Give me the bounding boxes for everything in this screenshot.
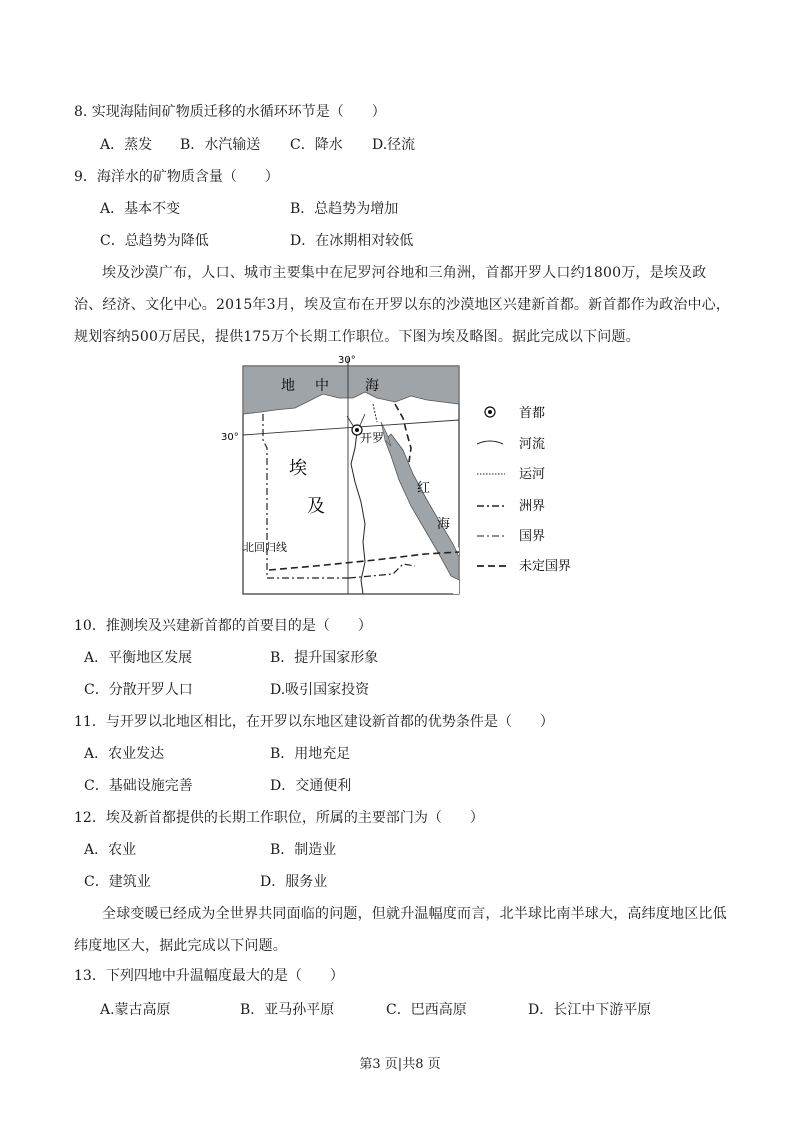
country-label-1: 埃 — [289, 458, 307, 479]
passage-warming: 全球变暖已经成为全世界共同面临的问题，但就升温幅度而言，北半球比南半球大，高纬度地区比低纬度地区大，据此完成以下问题。 — [74, 906, 727, 954]
legend-river-label: 河流 — [519, 437, 546, 452]
question-9-option-a: A．基本不变 — [100, 201, 181, 217]
tropic-label: 北回归线 — [243, 541, 287, 554]
question-13-option-b: B．亚马孙平原 — [240, 1002, 335, 1018]
question-11-option-d: D．交通便利 — [270, 778, 352, 794]
question-11-option-c: C．基础设施完善 — [84, 778, 193, 794]
question-13-option-c: C．巴西高原 — [386, 1002, 467, 1018]
question-13-option-d: D．长江中下游平原 — [528, 1002, 652, 1018]
question-8-option-c: C．降水 — [290, 137, 343, 153]
question-8-option-b: B．水汽输送 — [180, 137, 261, 153]
question-12-option-d: D．服务业 — [260, 874, 328, 890]
question-11-stem: 11．与开罗以北地区相比，在开罗以东地区建设新首都的优势条件是（ ） — [74, 714, 554, 730]
question-9-stem: 9．海洋水的矿物质含量（ ） — [74, 169, 279, 185]
country-label-2: 及 — [307, 496, 325, 517]
red-sea-label-2: 海 — [437, 517, 451, 532]
legend-undefined-label: 未定国界 — [519, 559, 572, 574]
question-12-option-b: B．制造业 — [270, 842, 337, 858]
question-13-option-a: A.蒙古高原 — [100, 1002, 171, 1018]
question-12-stem: 12．埃及新首都提供的长期工作职位，所属的主要部门为（ ） — [74, 810, 484, 826]
legend-border-label: 国界 — [519, 529, 546, 544]
question-11-option-b: B．用地充足 — [270, 746, 351, 762]
legend-river-icon — [477, 441, 503, 444]
cairo-label: 开罗 — [360, 431, 385, 445]
question-10-stem: 10．推测埃及兴建新首都的首要目的是（ ） — [74, 618, 372, 634]
legend-capital-label: 首都 — [519, 406, 546, 421]
question-8-option-d: D.径流 — [372, 137, 416, 153]
question-10-option-b: B．提升国家形象 — [270, 650, 379, 666]
longitude-label: 30° — [338, 355, 356, 366]
sea-label-3: 海 — [365, 378, 379, 394]
question-8-stem: 8. 实现海陆间矿物质迁移的水循环环节是（ ） — [74, 104, 386, 120]
question-9-option-c: C．总趋势为降低 — [100, 233, 209, 249]
egypt-map — [215, 352, 595, 602]
legend-canal-label: 运河 — [519, 467, 546, 482]
passage-egypt: 埃及沙漠广布，人口、城市主要集中在尼罗河谷地和三角洲，首都开罗人口约1800万，是埃及政治、经济、文化中心。2015年3月，埃及宣布在开罗以东的沙漠地区兴建新首都。新首都作为政治中心，规划容纳500万居民，提供175万个长期工作职位。下图为埃及略图。据此完成以下问题。 — [74, 265, 731, 345]
sea-label-1: 地 — [281, 378, 295, 394]
question-10-option-c: C．分散开罗人口 — [84, 682, 193, 698]
red-sea-label-1: 红 — [417, 481, 431, 496]
legend-continent-label: 洲界 — [519, 499, 546, 514]
question-9-option-d: D．在冰期相对较低 — [290, 233, 414, 249]
question-8-option-a: A．蒸发 — [100, 137, 153, 153]
latitude-label: 30° — [221, 432, 239, 443]
question-13-stem: 13．下列四地中升温幅度最大的是（ ） — [74, 968, 344, 984]
question-9-option-b: B．总趋势为增加 — [290, 201, 399, 217]
sea-label-2: 中 — [315, 378, 329, 394]
question-12-option-a: A．农业 — [84, 842, 137, 858]
map-legend — [477, 405, 571, 574]
question-10-option-a: A．平衡地区发展 — [84, 650, 193, 666]
question-12-option-c: C．建筑业 — [84, 874, 151, 890]
page-footer: 第3 页|共8 页 — [359, 1057, 441, 1072]
question-11-option-a: A．农业发达 — [84, 746, 165, 762]
question-10-option-d: D.吸引国家投资 — [270, 682, 370, 698]
